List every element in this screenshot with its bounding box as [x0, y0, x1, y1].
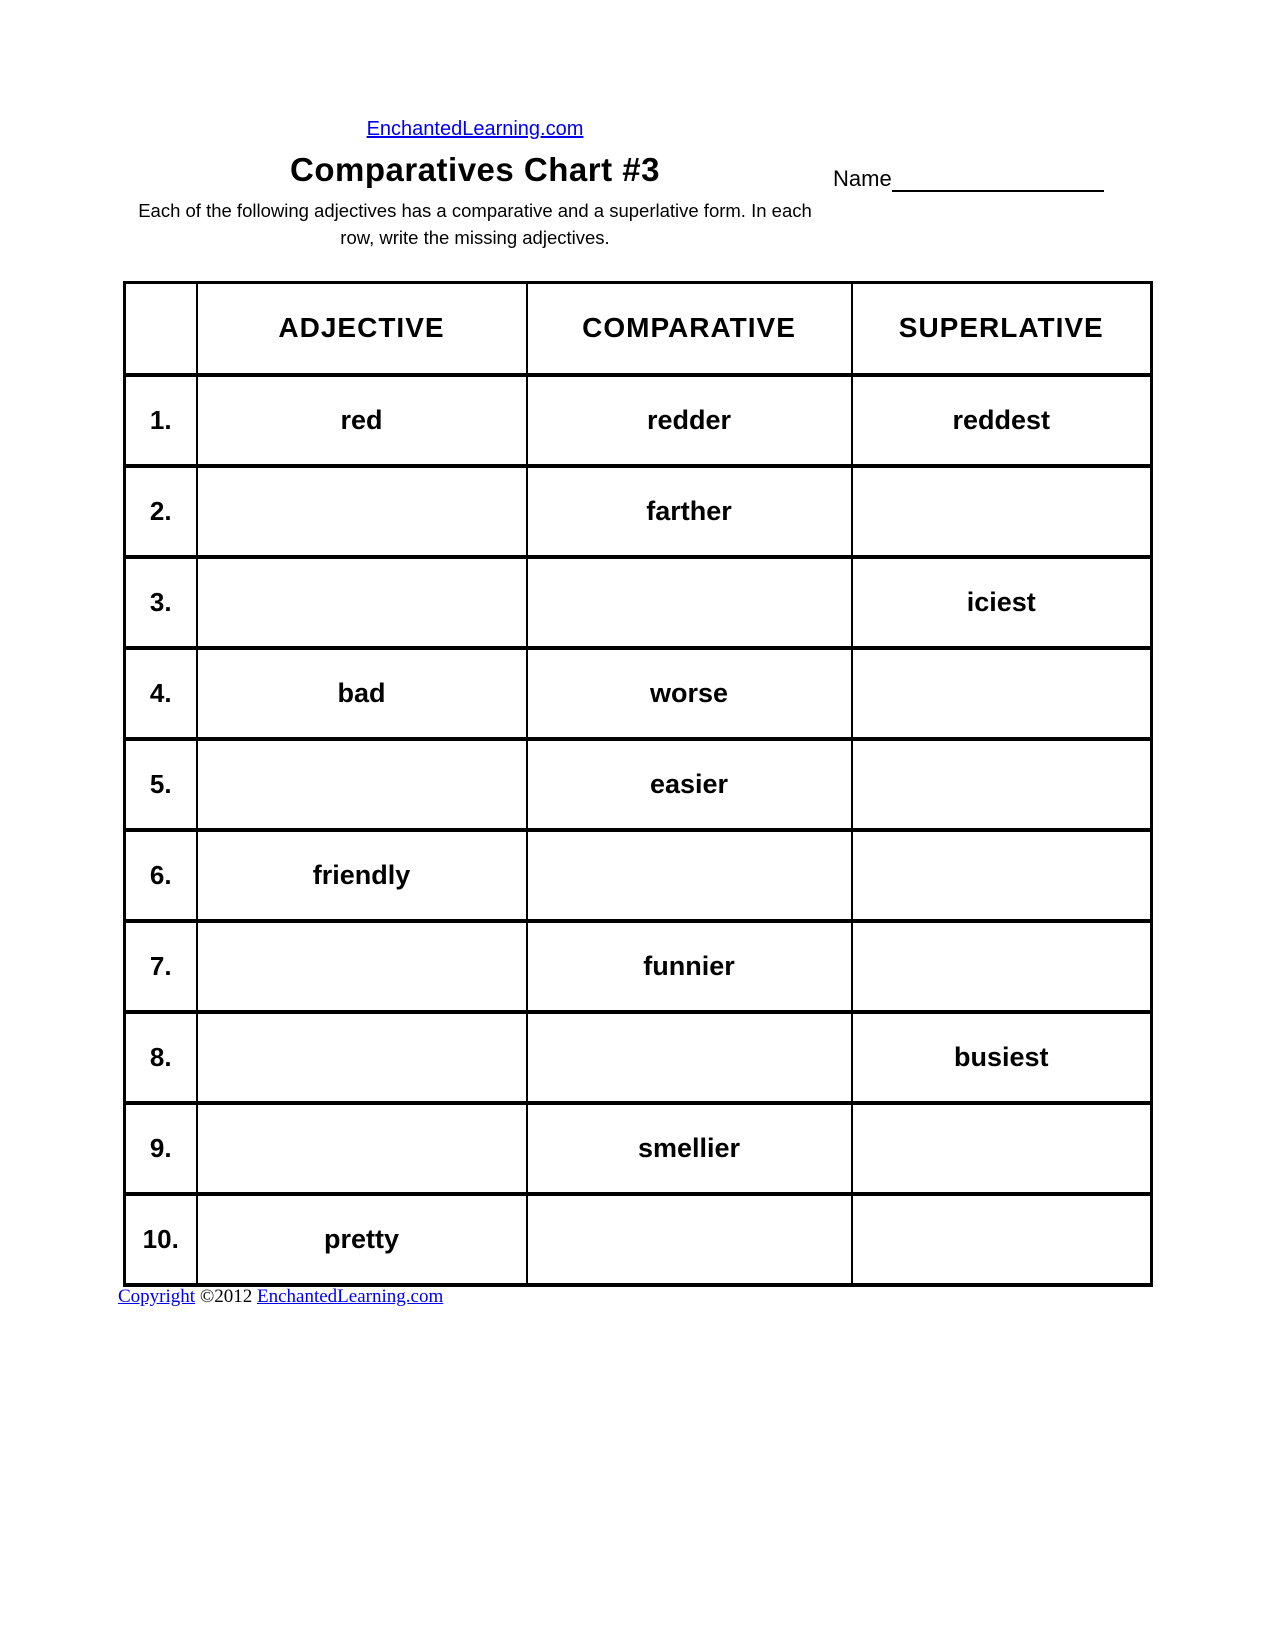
superlative-cell — [852, 921, 1152, 1012]
comparatives-table — [123, 281, 1153, 1287]
table-header-row — [125, 283, 1152, 375]
row-number-cell: 10. — [125, 1194, 197, 1285]
adjective-cell — [197, 739, 527, 830]
table-row — [125, 557, 1152, 648]
table-body — [125, 375, 1152, 1285]
table-row — [125, 1103, 1152, 1194]
comparative-cell: worse — [527, 648, 852, 739]
superlative-cell: reddest — [852, 375, 1152, 466]
adjective-cell: friendly — [197, 830, 527, 921]
copyright-year: ©2012 — [199, 1286, 253, 1307]
adjective-cell — [197, 1103, 527, 1194]
name-label: Name — [833, 166, 892, 191]
table-row — [125, 739, 1152, 830]
name-block — [833, 166, 1104, 192]
table-row — [125, 1194, 1152, 1285]
comparative-cell: redder — [527, 375, 852, 466]
instructions — [0, 197, 950, 251]
superlative-cell — [852, 830, 1152, 921]
name-write-in-line — [892, 170, 1104, 192]
comparative-cell — [527, 1194, 852, 1285]
comparative-cell: easier — [527, 739, 852, 830]
footer-site-link[interactable]: EnchantedLearning.com — [257, 1286, 444, 1307]
table-row — [125, 466, 1152, 557]
row-number-cell: 5. — [125, 739, 197, 830]
table-row — [125, 648, 1152, 739]
row-number-cell: 9. — [125, 1103, 197, 1194]
site-link[interactable]: EnchantedLearning.com — [366, 118, 584, 140]
adjective-cell — [197, 1012, 527, 1103]
page-title: Comparatives Chart #3 — [290, 151, 660, 188]
comparative-cell: smellier — [527, 1103, 852, 1194]
row-number-cell: 6. — [125, 830, 197, 921]
table-row — [125, 830, 1152, 921]
row-number-cell: 7. — [125, 921, 197, 1012]
column-header-comparative: COMPARATIVE — [527, 283, 852, 375]
superlative-cell: busiest — [852, 1012, 1152, 1103]
table-row — [125, 1012, 1152, 1103]
table-row — [125, 921, 1152, 1012]
adjective-cell — [197, 921, 527, 1012]
adjective-cell: red — [197, 375, 527, 466]
comparative-cell — [527, 1012, 852, 1103]
column-header-adjective: ADJECTIVE — [197, 283, 527, 375]
footer — [118, 1286, 443, 1308]
comparative-cell — [527, 830, 852, 921]
superlative-cell — [852, 648, 1152, 739]
table-row — [125, 375, 1152, 466]
copyright-link[interactable]: Copyright — [118, 1286, 196, 1307]
comparative-cell: funnier — [527, 921, 852, 1012]
adjective-cell: pretty — [197, 1194, 527, 1285]
superlative-cell — [852, 466, 1152, 557]
superlative-cell — [852, 739, 1152, 830]
row-number-cell: 4. — [125, 648, 197, 739]
superlative-cell — [852, 1194, 1152, 1285]
comparative-cell: farther — [527, 466, 852, 557]
row-number-cell: 2. — [125, 466, 197, 557]
instructions-line-1: Each of the following adjectives has a comparative and a superlative form. In each — [138, 200, 812, 221]
column-header-superlative: SUPERLATIVE — [852, 283, 1152, 375]
row-number-cell: 8. — [125, 1012, 197, 1103]
row-number-cell: 1. — [125, 375, 197, 466]
column-header-number — [125, 283, 197, 375]
header-block — [0, 118, 950, 251]
adjective-cell — [197, 466, 527, 557]
row-number-cell: 3. — [125, 557, 197, 648]
superlative-cell — [852, 1103, 1152, 1194]
superlative-cell: iciest — [852, 557, 1152, 648]
comparative-cell — [527, 557, 852, 648]
adjective-cell: bad — [197, 648, 527, 739]
adjective-cell — [197, 557, 527, 648]
instructions-line-2: row, write the missing adjectives. — [340, 227, 610, 248]
